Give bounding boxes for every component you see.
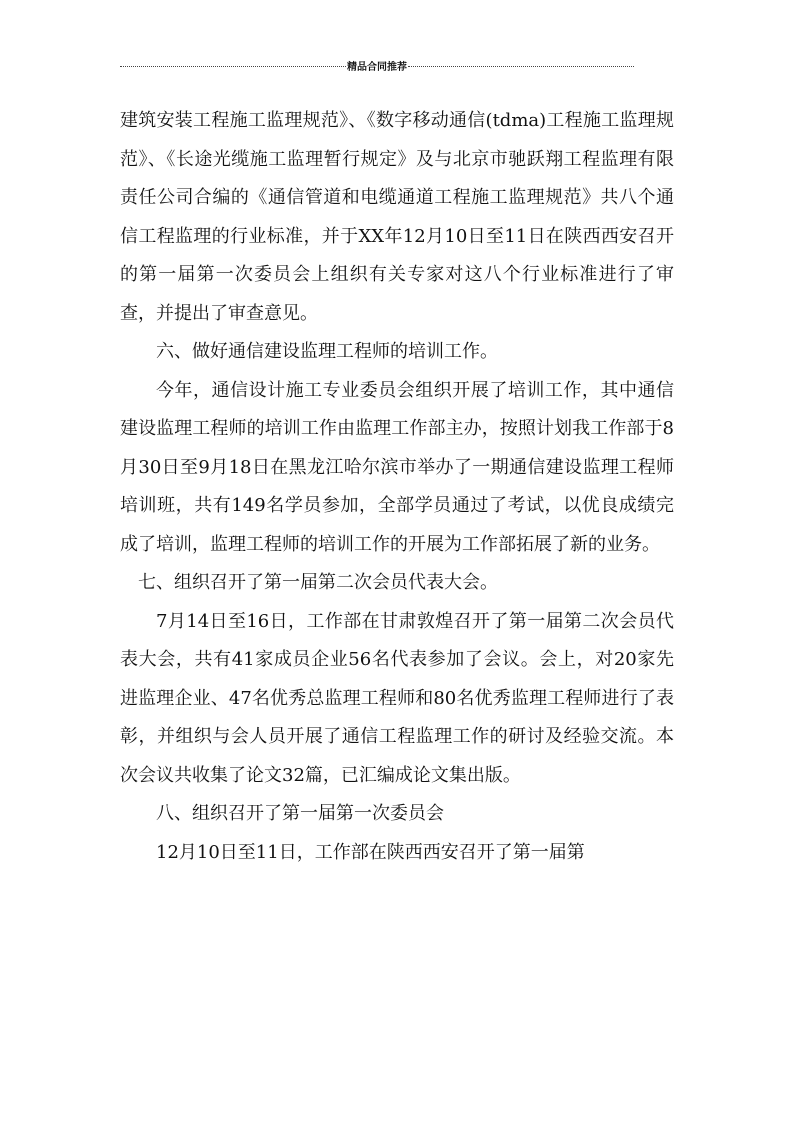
paragraph-training: 今年，通信设计施工专业委员会组织开展了培训工作，其中通信建设监理工程师的培训工作由监理工作部主办，按照计划我工作部于8月30日至9月18日在黑龙江哈尔滨市举办了一期通信建设监理工程师培训班，共有149名学员参加，全部学员通过了考试，以优良成绩完成了培训，监理工程师的培训工作的开展为工作部拓展了新的业务。 (120, 379, 674, 555)
paragraph-standards: 建筑安装工程施工监理规范》、《数字移动通信(tdma)工程施工监理规范》、《长途光缆施工监理暂行规定》及与北京市驰跃翔工程监理有限责任公司合编的《通信管道和电缆通道工程施工监理规范》共八个通信工程监理的行业标准，并于XX年12月10日至11日在陕西西安召开的第一届第一次委员会上组织有关专家对这八个行业标准进行了审查，并提出了审查意见。 (120, 110, 674, 324)
header-dotted-rule-left (120, 66, 346, 67)
document-body (120, 102, 674, 872)
header-title: 精品合同推荐 (347, 61, 407, 73)
section-heading-seven: 七、组织召开了第一届第二次会员代表大会。 (138, 572, 498, 593)
paragraph-committee-meeting: 12月10日至11日，工作部在陕西西安召开了第一届第 (156, 841, 585, 863)
section-heading-eight: 八、组织召开了第一届第一次委员会 (156, 803, 444, 824)
paragraph-members-congress: 7月14日至16日，工作部在甘肃敦煌召开了第一届第二次会员代表大会，共有41家成员企业56名代表参加了会议。会上，对20家先进监理企业、47名优秀总监理工程师和80名优秀监理工程师进行了表彰，并组织与会人员开展了通信工程监理工作的研讨及经验交流。本次会议共收集了论文32篇，已汇编成论文集出版。 (120, 610, 674, 786)
header-dotted-rule-right (408, 66, 634, 67)
page-header (120, 56, 634, 74)
section-heading-six: 六、做好通信建设监理工程师的培训工作。 (156, 341, 498, 362)
